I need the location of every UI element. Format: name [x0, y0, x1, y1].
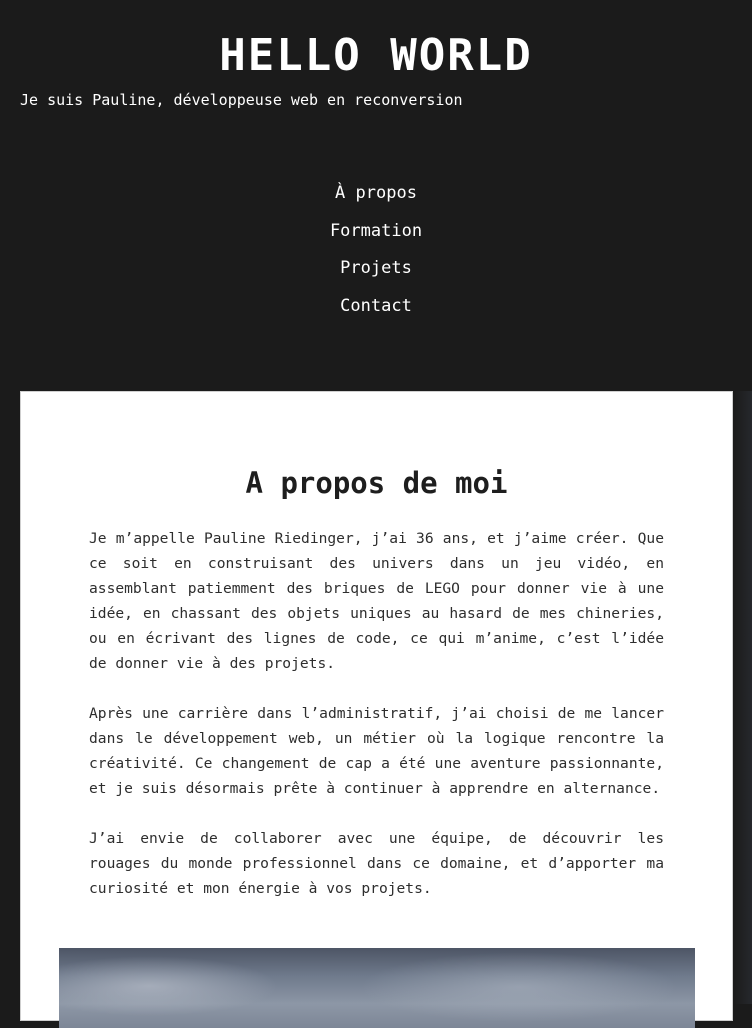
about-text: [89, 526, 664, 901]
nav-link-formation[interactable]: Formation: [329, 220, 423, 241]
nav-link-a-propos[interactable]: À propos: [335, 183, 417, 203]
nav-item-projets: [0, 257, 752, 295]
page-edge: [734, 391, 752, 1004]
site-title: HELLO WORLD: [219, 30, 533, 81]
nav-link-projets[interactable]: Projets: [340, 258, 412, 278]
main-nav: [0, 182, 752, 332]
site-header: [0, 0, 752, 110]
about-paragraph-1: Je m’appelle Pauline Riedinger, j’ai 36 ans, et j’aime créer. Que ce soit en construisant des univers dans un jeu vidéo, en assemblant patiemment des briques de LEGO pour donner vie à une idée, en chassant des objets uniques au hasard de mes chineries, ou en écrivant des lignes de code, ce qui m’anime, c’est l’idée de donner vie à des projets.: [89, 530, 664, 672]
site-tagline: Je suis Pauline, développeuse web en reconversion: [20, 91, 463, 109]
nav-item-a-propos: [0, 182, 752, 220]
nav-item-contact: [0, 295, 752, 333]
about-paragraph-2: Après une carrière dans l’administratif, j’ai choisi de me lancer dans le développement web, un métier où la logique rencontre la créativité. Ce changement de cap a été une aventure passionnante, et je suis désormais prête à continuer à apprendre en alternance.: [89, 705, 664, 797]
about-photo: [59, 948, 695, 1028]
about-title: A propos de moi: [245, 466, 508, 500]
about-paragraph-3: J’ai envie de collaborer avec une équipe, de découvrir les rouages du monde professionnel dans ce domaine, et d’apporter ma curiosité et mon énergie à vos projets.: [89, 830, 664, 897]
nav-link-contact[interactable]: Contact: [340, 295, 412, 316]
nav-item-formation: [0, 220, 752, 258]
about-section: [20, 391, 733, 1021]
